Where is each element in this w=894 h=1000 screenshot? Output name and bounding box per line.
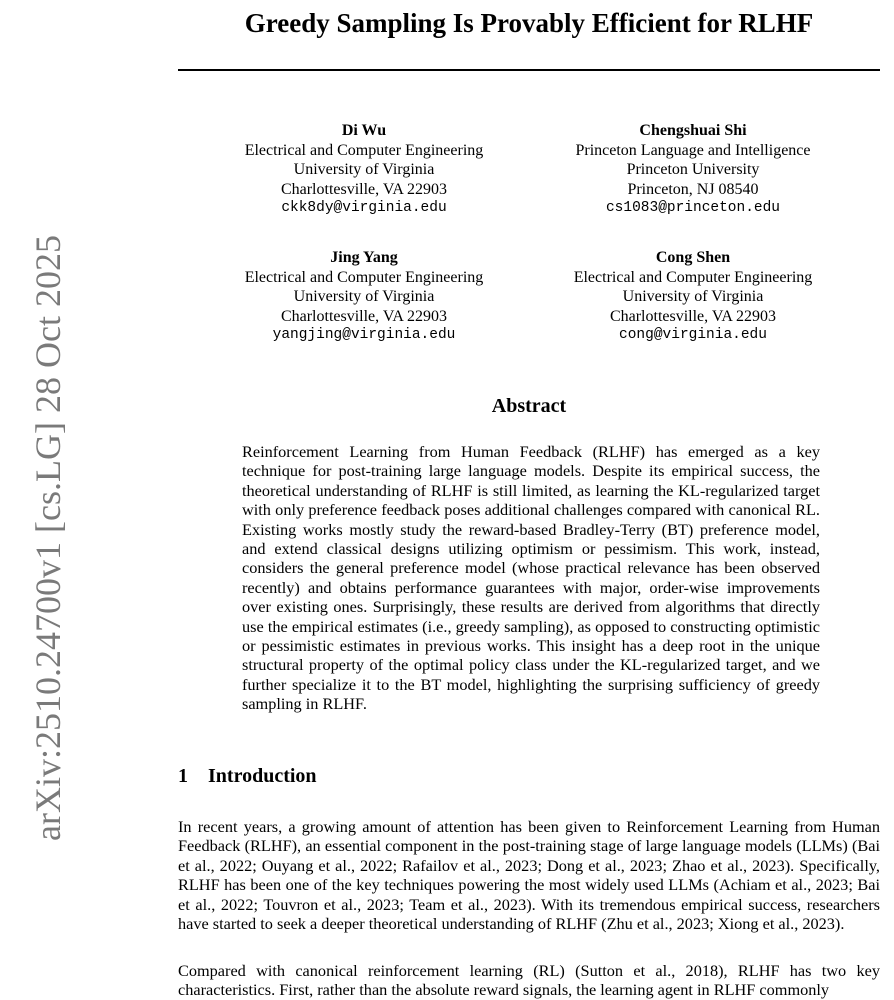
author-name: Cong Shen bbox=[655, 249, 731, 266]
author-name: Di Wu bbox=[341, 122, 387, 139]
author-email: ckk8dy@virginia.edu bbox=[281, 200, 447, 217]
author-department: Electrical and Computer Engineering bbox=[244, 268, 484, 286]
paper-title: Greedy Sampling Is Provably Efficient for RLHF bbox=[244, 8, 814, 38]
author-email: cs1083@princeton.edu bbox=[605, 200, 781, 217]
author-institution: University of Virginia bbox=[293, 288, 435, 306]
author-name: Jing Yang bbox=[330, 249, 398, 266]
author-email: yangjing@virginia.edu bbox=[272, 327, 456, 344]
author-address: Charlottesville, VA 22903 bbox=[609, 307, 777, 325]
author-department: Princeton Language and Intelligence bbox=[575, 141, 811, 159]
author-institution: University of Virginia bbox=[622, 288, 764, 306]
author-block-3 bbox=[214, 248, 514, 346]
author-email: cong@virginia.edu bbox=[619, 327, 767, 344]
author-address: Charlottesville, VA 22903 bbox=[280, 180, 448, 198]
arxiv-identifier-stamp: arXiv:2510.24700v1 [cs.LG] 28 Oct 2025 bbox=[28, 235, 68, 841]
section-title-text: Introduction bbox=[208, 765, 317, 787]
author-address: Princeton, NJ 08540 bbox=[627, 180, 759, 198]
author-department: Electrical and Computer Engineering bbox=[573, 268, 813, 286]
body-paragraph: In recent years, a growing amount of attention has been given to Reinforcement Learning from Human Feedback (RLHF), an essential component in the post-training stage of large language models (LLMs) (Bai et al., 2022; Ouyang et al., 2022; Rafailov et al., 2023; Dong et al., 2023; Zhao et al., 2023). Specifically, RLHF has been one of the key techniques powering the most widely used LLMs (Achiam et al., 2023; Bai et al., 2022; Touvron et al., 2023; Team et al., 2023). With its tremendous empirical success, researchers have started to seek a deeper theoretical understanding of RLHF (Zhu et al., 2023; Xiong et al., 2023). bbox=[178, 817, 880, 934]
section-number: 1 bbox=[178, 765, 188, 787]
author-block-1 bbox=[214, 121, 514, 219]
abstract-text: Reinforcement Learning from Human Feedback (RLHF) has emerged as a key technique for post-training large language models. Despite its empirical success, the theoretical understanding of RLHF is still limited, as learning the KL-regularized target with only preference feedback poses additional challenges compared with canonical RL. Existing works mostly study the reward-based Bradley-Terry (BT) preference model, and extend classical designs utilizing optimism or pessimism. This work, instead, considers the general preference model (whose practical relevance has been observed recently) and obtains performance guarantees with major, order-wise improvements over existing ones. Surprisingly, these results are derived from algorithms that directly use the empirical estimates (i.e., greedy sampling), as opposed to constructing optimistic or pessimistic estimates in previous works. This insight has a deep root in the unique structural property of the optimal policy class under the KL-regularized target, and we further specialize it to the BT model, highlighting the surprising sufficiency of greedy sampling in RLHF. bbox=[242, 442, 820, 714]
author-name: Chengshuai Shi bbox=[639, 122, 747, 139]
author-address: Charlottesville, VA 22903 bbox=[280, 307, 448, 325]
author-block-4 bbox=[543, 248, 843, 346]
author-block-2 bbox=[543, 121, 843, 219]
author-department: Electrical and Computer Engineering bbox=[244, 141, 484, 159]
abstract-heading: Abstract bbox=[491, 395, 567, 417]
section-heading bbox=[178, 765, 317, 788]
author-institution: Princeton University bbox=[626, 161, 760, 179]
author-institution: University of Virginia bbox=[293, 161, 435, 179]
title-rule bbox=[178, 69, 880, 71]
body-paragraph: Compared with canonical reinforcement learning (RL) (Sutton et al., 2018), RLHF has two key characteristics. First, rather than the absolute reward signals, the learning agent in RLHF commonly bbox=[178, 961, 880, 1000]
